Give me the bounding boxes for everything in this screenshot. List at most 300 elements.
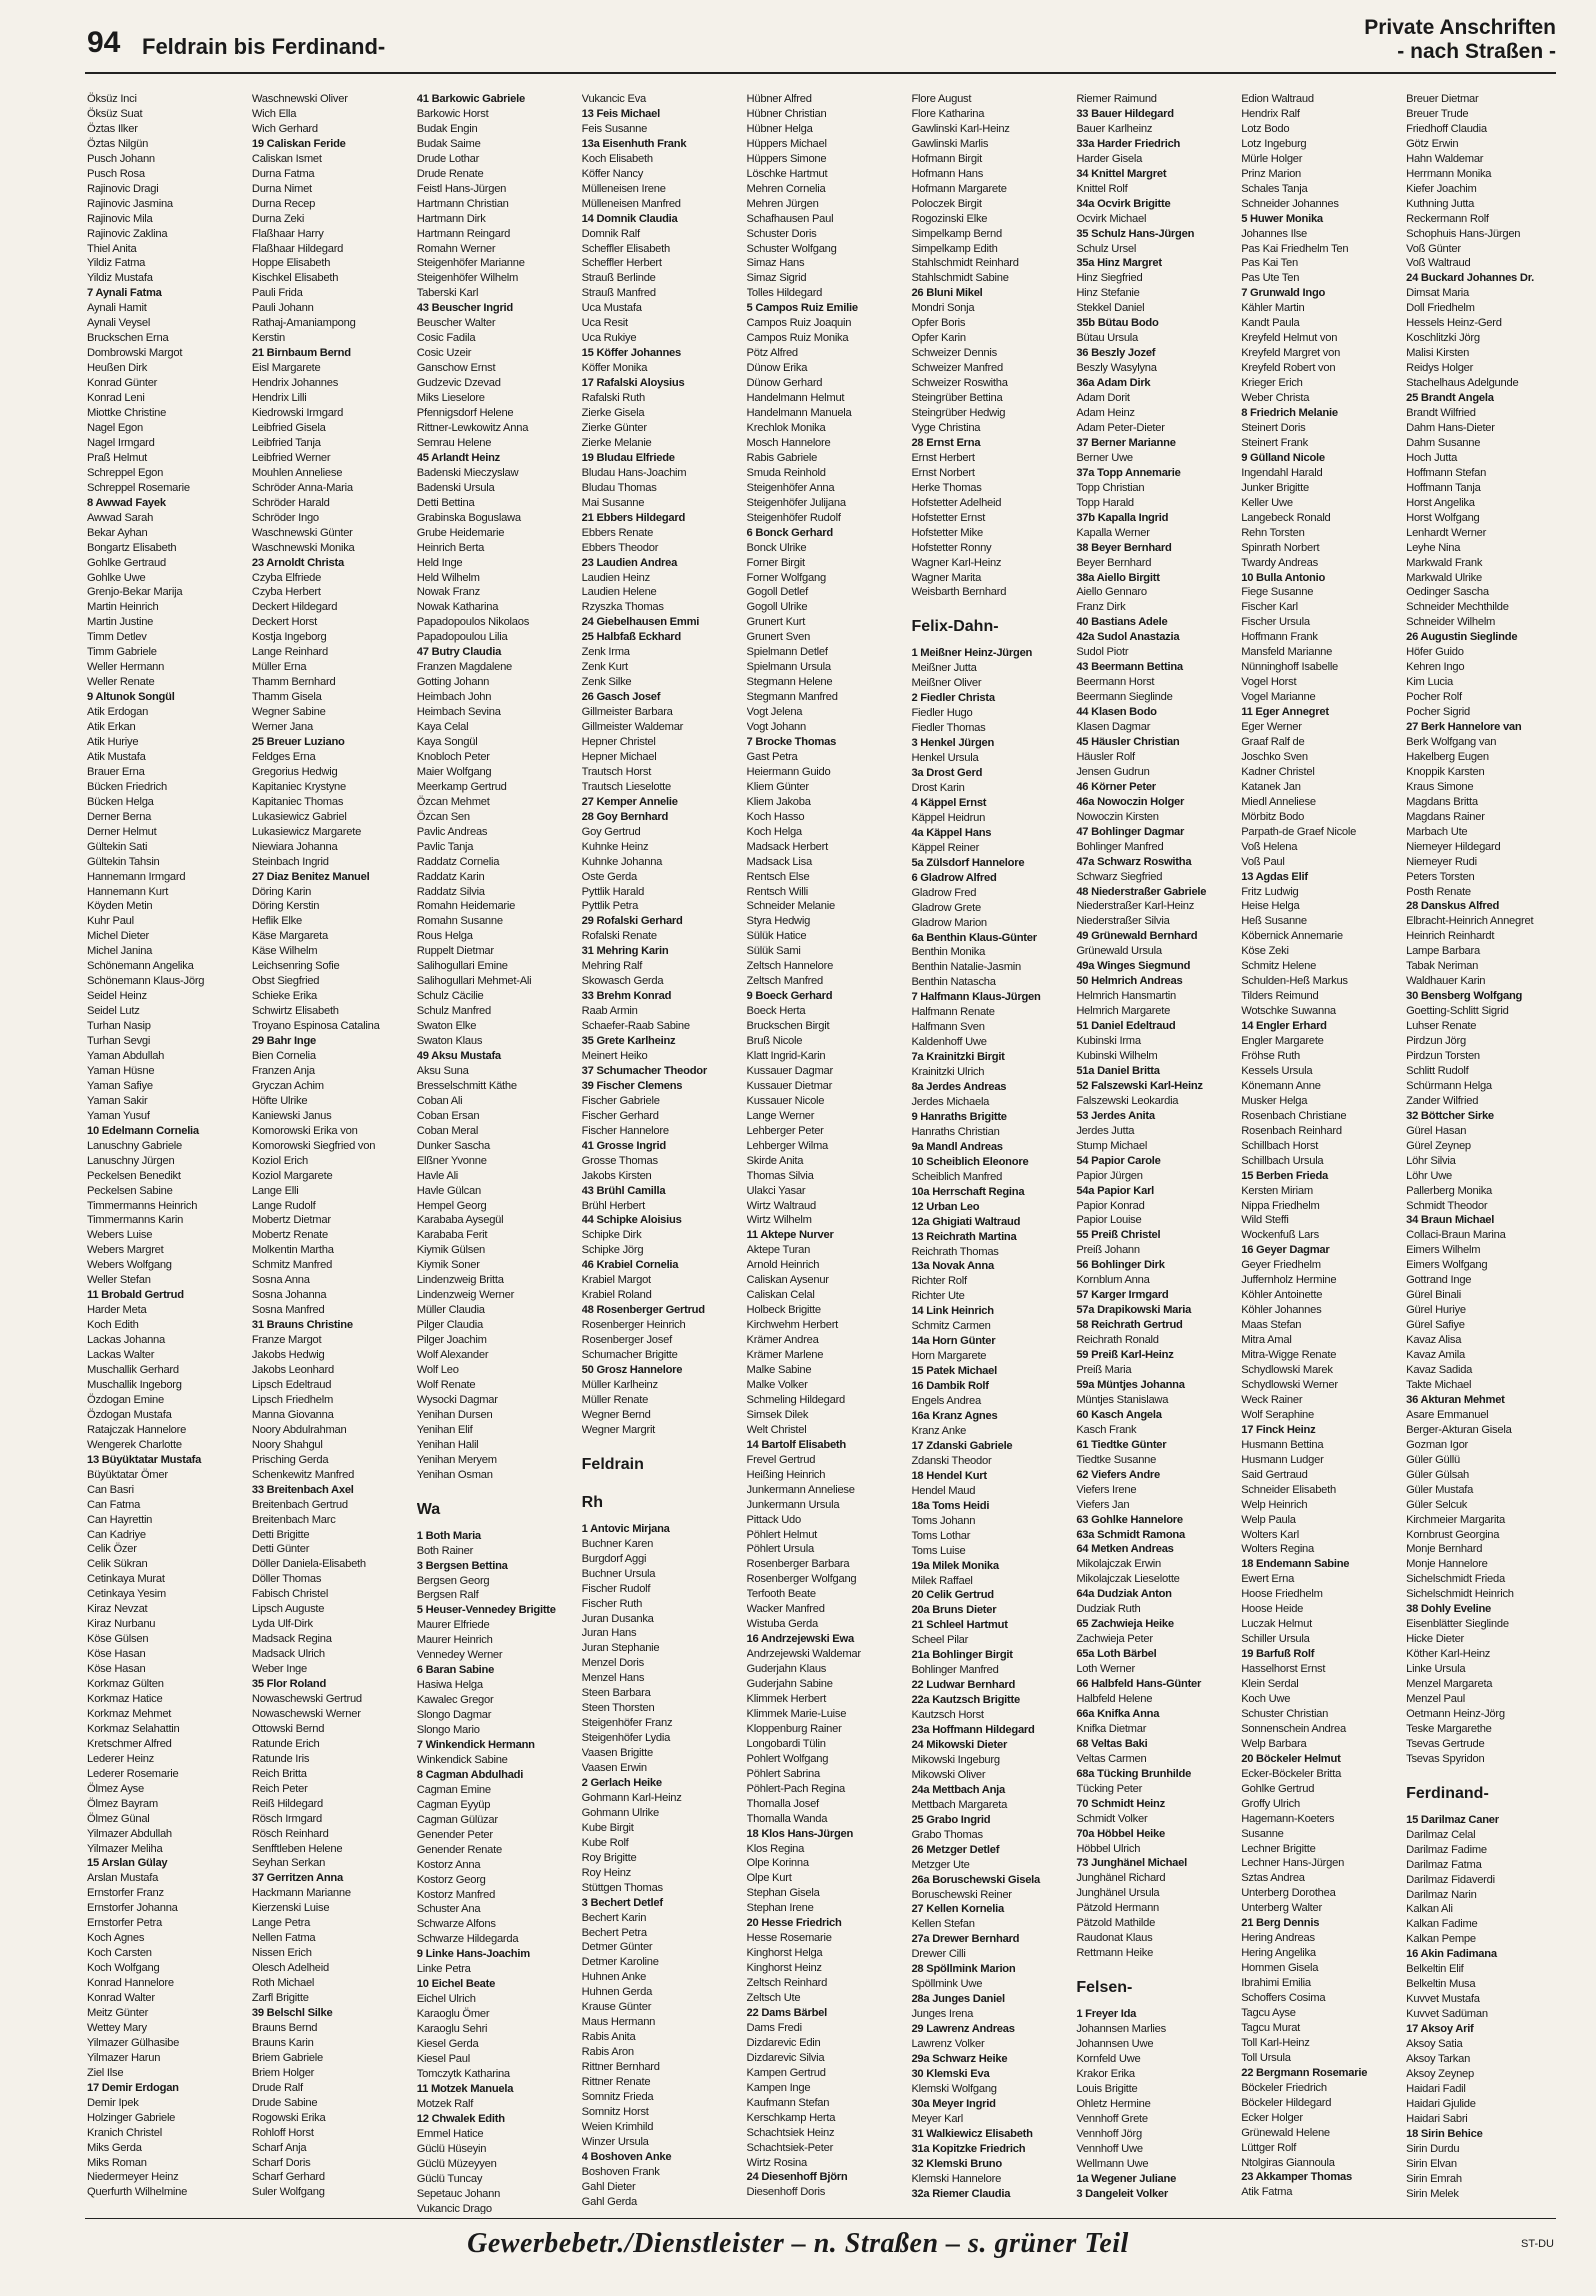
directory-entry: Schreppel Egon bbox=[87, 466, 164, 479]
directory-entry: Genender Renate bbox=[416, 1843, 502, 1856]
directory-entry: 13 Agdas Elif bbox=[1241, 870, 1308, 883]
directory-entry: Domnik Ralf bbox=[581, 227, 640, 240]
directory-entry: Pas Ute Ten bbox=[1241, 272, 1300, 285]
directory-entry: Schweizer Manfred bbox=[911, 362, 1003, 375]
directory-entry: Sichelschmidt Frieda bbox=[1406, 1573, 1505, 1586]
directory-entry: Husmann Bettina bbox=[1241, 1438, 1324, 1451]
directory-entry: 38 Beyer Bernhard bbox=[1076, 541, 1172, 554]
directory-entry: Koch Hasso bbox=[746, 810, 805, 823]
directory-entry: Drude Sabine bbox=[251, 2096, 318, 2109]
directory-entry: Reiß Hildegard bbox=[251, 1797, 323, 1810]
directory-entry: Öztas Ilker bbox=[87, 122, 138, 135]
directory-entry: Richter Rolf bbox=[911, 1275, 967, 1288]
directory-entry: Gültekin Sati bbox=[87, 840, 148, 853]
directory-entry: Gürel Hasan bbox=[1406, 1124, 1467, 1137]
directory-entry: Herke Thomas bbox=[911, 481, 982, 494]
directory-entry: Mehren Cornelia bbox=[746, 182, 826, 195]
directory-entry: Topp Harald bbox=[1076, 496, 1134, 509]
directory-entry: Steigenhöfer Julijana bbox=[746, 496, 846, 509]
directory-entry: Maier Wolfgang bbox=[416, 765, 492, 778]
directory-entry: Schipke Jörg bbox=[581, 1244, 644, 1257]
directory-entry: Fischer Ruth bbox=[581, 1597, 643, 1610]
directory-entry: Steigenhöfer Lydia bbox=[581, 1732, 671, 1745]
directory-entry: Halfmann Sven bbox=[911, 1021, 985, 1034]
directory-entry: Pilger Claudia bbox=[416, 1319, 483, 1332]
directory-entry: Hofmann Margarete bbox=[911, 182, 1007, 195]
directory-column bbox=[582, 92, 733, 2214]
directory-entry: 2 Fiedler Christa bbox=[911, 692, 995, 705]
directory-entry: Schillbach Ursula bbox=[1241, 1154, 1324, 1167]
directory-entry: Grunert Kurt bbox=[746, 616, 806, 629]
directory-entry: Vogt Jelena bbox=[746, 706, 803, 719]
directory-entry: Malke Volker bbox=[746, 1378, 808, 1391]
directory-entry: 12 Chwalek Edith bbox=[416, 2112, 505, 2125]
directory-entry: Böckeler Hildegard bbox=[1241, 2096, 1332, 2109]
directory-entry: Ernstorfer Franz bbox=[87, 1887, 164, 1900]
directory-entry: 62 Viefers Andre bbox=[1076, 1468, 1161, 1481]
directory-entry: 10 Eichel Beate bbox=[416, 1978, 496, 1991]
directory-entry: Darilmaz Fatma bbox=[1406, 1858, 1482, 1871]
directory-entry: Malke Sabine bbox=[746, 1364, 812, 1377]
directory-entry: Mitra-Wigge Renate bbox=[1241, 1349, 1337, 1362]
directory-entry: Buchner Ursula bbox=[581, 1567, 656, 1580]
directory-entry: Adam Peter-Dieter bbox=[1076, 421, 1165, 434]
directory-entry: Michel Dieter bbox=[87, 930, 150, 943]
directory-entry: 53 Jerdes Anita bbox=[1076, 1109, 1155, 1122]
directory-entry: Mosch Hannelore bbox=[746, 436, 831, 449]
directory-entry: Sirin Melek bbox=[1406, 2187, 1459, 2200]
directory-entry: Miks Lieselore bbox=[416, 392, 485, 405]
directory-entry: Joschko Sven bbox=[1241, 750, 1308, 763]
directory-entry: Doll Friedhelm bbox=[1406, 302, 1475, 315]
directory-entry: Briem Holger bbox=[251, 2066, 315, 2079]
directory-entry: Brauer Erna bbox=[87, 765, 145, 778]
directory-entry: Komorowski Erika von bbox=[251, 1124, 358, 1137]
directory-entry: Somnitz Frieda bbox=[581, 2091, 654, 2103]
directory-entry: 26 Metzger Detlef bbox=[911, 1843, 1000, 1856]
directory-entry: Koziol Margarete bbox=[251, 1169, 333, 1182]
directory-entry: Lotz Bodo bbox=[1241, 122, 1290, 135]
directory-entry: Meinert Heiko bbox=[581, 1050, 648, 1062]
directory-entry: 3 Bechert Detlef bbox=[581, 1896, 663, 1909]
directory-entry: Riemer Raimund bbox=[1076, 93, 1157, 105]
directory-entry: Kersten Miriam bbox=[1241, 1184, 1313, 1197]
directory-entry: 41 Grosse Ingrid bbox=[581, 1139, 666, 1152]
directory-entry: Kessels Ursula bbox=[1241, 1064, 1313, 1077]
directory-entry: Noory Shahgul bbox=[251, 1438, 323, 1451]
directory-entry: Takte Michael bbox=[1406, 1378, 1472, 1391]
directory-column bbox=[417, 92, 568, 2214]
directory-entry: 30 Klemski Eva bbox=[911, 2067, 990, 2080]
directory-entry: Pas Kai Ten bbox=[1241, 257, 1298, 270]
directory-column bbox=[1406, 92, 1557, 2214]
footer-rule bbox=[85, 2218, 1556, 2219]
directory-entry: Krieger Erich bbox=[1241, 377, 1303, 390]
directory-entry: Zachwieja Peter bbox=[1076, 1633, 1153, 1646]
directory-entry: Sirin Elvan bbox=[1406, 2157, 1457, 2170]
directory-entry: 68 Veltas Baki bbox=[1076, 1737, 1148, 1750]
directory-entry: Mülleneisen Irene bbox=[581, 182, 666, 195]
directory-entry: Tomczytk Katharina bbox=[416, 2067, 510, 2080]
directory-entry: Badenski Ursula bbox=[416, 481, 495, 494]
directory-entry: Gohlke Gertrud bbox=[1241, 1782, 1315, 1795]
directory-entry: Steigenhöfer Wilhelm bbox=[416, 272, 519, 285]
directory-entry: Gültekin Tahsin bbox=[87, 855, 160, 868]
directory-entry: Köse Hasan bbox=[87, 1648, 146, 1661]
directory-entry: Belkeltin Elif bbox=[1406, 1963, 1464, 1976]
directory-entry: Noory Abdulrahman bbox=[251, 1423, 347, 1436]
directory-entry: 47a Schwarz Roswitha bbox=[1076, 855, 1192, 868]
directory-entry: Toms Lothar bbox=[911, 1529, 971, 1542]
directory-entry: Kaufmann Stefan bbox=[746, 2096, 830, 2109]
directory-entry: Both Rainer bbox=[416, 1544, 474, 1557]
directory-entry: Coban Ersan bbox=[416, 1109, 480, 1122]
directory-entry: Budak Engin bbox=[416, 122, 478, 135]
directory-entry: Kostorz Georg bbox=[416, 1873, 486, 1886]
directory-entry: Can Kadriye bbox=[87, 1528, 146, 1541]
directory-entry: Tilders Reimund bbox=[1241, 990, 1319, 1003]
directory-entry: 10 Scheiblich Eleonore bbox=[911, 1155, 1029, 1168]
directory-entry: Skirde Anita bbox=[746, 1154, 804, 1167]
directory-entry: 3 Dangeleit Volker bbox=[1076, 2187, 1168, 2200]
directory-entry: Ebbers Theodor bbox=[581, 541, 659, 554]
directory-entry: Peckelsen Sabine bbox=[87, 1184, 173, 1197]
directory-entry: Harder Meta bbox=[87, 1304, 147, 1317]
directory-entry: Troyano Espinosa Catalina bbox=[251, 1020, 380, 1033]
directory-entry: Knobloch Peter bbox=[416, 750, 490, 763]
directory-entry: Knoppik Karsten bbox=[1406, 765, 1485, 778]
directory-entry: Nellen Fatma bbox=[251, 1932, 316, 1945]
directory-entry: 39 Fischer Clemens bbox=[581, 1079, 683, 1092]
directory-entry: Welt Christel bbox=[746, 1423, 807, 1436]
directory-entry: Unterberg Dorothea bbox=[1241, 1887, 1336, 1900]
directory-entry: 7 Brocke Thomas bbox=[746, 735, 837, 748]
directory-entry: Käppel Reiner bbox=[911, 841, 980, 854]
directory-entry: Taberski Karl bbox=[416, 287, 479, 300]
directory-entry: Gottrand Inge bbox=[1406, 1274, 1472, 1287]
directory-entry: Trautsch Lieselotte bbox=[581, 780, 672, 793]
directory-entry: Aynali Hamit bbox=[87, 302, 147, 315]
directory-entry: Rohloff Horst bbox=[251, 2126, 314, 2139]
directory-entry: 18 Sirin Behice bbox=[1406, 2127, 1483, 2140]
directory-entry: 32 Böttcher Sirke bbox=[1406, 1109, 1494, 1122]
directory-entry: Kornbrust Georgina bbox=[1406, 1528, 1500, 1541]
directory-entry: Markwald Ulrike bbox=[1406, 571, 1482, 584]
directory-entry: Poloczek Birgit bbox=[911, 197, 982, 210]
directory-entry: Jakobs Kirsten bbox=[581, 1169, 652, 1182]
directory-entry: Schmitz Helene bbox=[1241, 960, 1317, 973]
directory-entry: Pocher Rolf bbox=[1406, 691, 1462, 704]
directory-entry: 26 Bluni Mikel bbox=[911, 287, 983, 300]
directory-entry: 28 Spöllmink Marion bbox=[911, 1963, 1016, 1976]
directory-entry: Toms Luise bbox=[911, 1544, 966, 1557]
directory-entry: Lackas Walter bbox=[87, 1349, 155, 1362]
directory-entry: Fischer Ursula bbox=[1241, 616, 1310, 629]
directory-entry: Berger-Akturan Gisela bbox=[1406, 1423, 1512, 1436]
directory-entry: Oste Gerda bbox=[581, 870, 637, 883]
directory-entry: 19 Caliskan Feride bbox=[251, 137, 346, 150]
directory-entry: Mehring Ralf bbox=[581, 960, 643, 973]
directory-entry: Bohlinger Manfred bbox=[911, 1664, 999, 1677]
directory-entry: Schieke Erika bbox=[251, 990, 318, 1003]
directory-entry: Stephan Gisela bbox=[746, 1887, 820, 1900]
directory-entry: Hendrix Johannes bbox=[251, 377, 339, 390]
directory-entry: Schulz Cäcilie bbox=[416, 990, 484, 1003]
directory-entry: Pätzold Hermann bbox=[1076, 1902, 1160, 1915]
directory-entry: Seidel Heinz bbox=[87, 990, 147, 1003]
directory-entry: Özcan Mehmet bbox=[416, 795, 490, 808]
directory-entry: Hannemann Irmgard bbox=[87, 870, 186, 883]
directory-entry: Klein Serdal bbox=[1241, 1678, 1299, 1691]
directory-entry: Lawrenz Volker bbox=[911, 2038, 985, 2051]
directory-entry: Grünewald Helene bbox=[1241, 2126, 1330, 2139]
directory-entry: Kostorz Manfred bbox=[416, 1888, 496, 1901]
directory-entry: Nünninghoff Isabelle bbox=[1241, 661, 1339, 674]
directory-entry: Ernstorfer Johanna bbox=[87, 1902, 178, 1915]
directory-entry: Flaßhaar Harry bbox=[251, 227, 324, 240]
directory-entry: 1 Freyer Ida bbox=[1076, 2008, 1137, 2021]
directory-entry: Huhnen Gerda bbox=[581, 1986, 653, 1999]
directory-entry: Zenk Irma bbox=[581, 646, 630, 659]
directory-entry: Schweizer Roswitha bbox=[911, 377, 1008, 390]
directory-entry: 45 Häusler Christian bbox=[1076, 735, 1180, 748]
directory-entry: Hübner Christian bbox=[746, 107, 827, 120]
directory-entry: Reich Peter bbox=[251, 1782, 308, 1795]
directory-entry: 43 Brühl Camilla bbox=[581, 1184, 666, 1197]
directory-entry: Heflik Elke bbox=[251, 915, 302, 928]
header-title: Feldrain bis Ferdinand- bbox=[142, 34, 386, 59]
directory-entry: Timmermanns Karin bbox=[87, 1214, 184, 1227]
directory-entry: 25 Halbfaß Eckhard bbox=[581, 631, 681, 644]
directory-entry: Schuster Ana bbox=[416, 1903, 481, 1916]
directory-entry: 33 Breitenbach Axel bbox=[251, 1483, 354, 1496]
directory-entry: Johannes Ilse bbox=[1241, 227, 1308, 240]
directory-entry: 43 Beermann Bettina bbox=[1076, 661, 1183, 674]
directory-entry: Menzel Doris bbox=[581, 1657, 644, 1670]
directory-entry: 41 Barkowic Gabriele bbox=[416, 93, 525, 105]
directory-entry: Tsevas Spyridon bbox=[1406, 1752, 1485, 1765]
directory-entry: 29 Rofalski Gerhard bbox=[581, 915, 683, 928]
directory-entry: Feis Susanne bbox=[581, 122, 648, 135]
directory-entry: 5 Huwer Monika bbox=[1241, 212, 1323, 225]
directory-entry: Gürel Zeynep bbox=[1406, 1139, 1471, 1152]
directory-entry: Schürmann Helga bbox=[1406, 1079, 1492, 1092]
directory-entry: Rosenberger Wolfgang bbox=[746, 1573, 857, 1586]
directory-entry: 7a Krainitzki Birgit bbox=[911, 1051, 1005, 1064]
directory-entry: Weisbarth Bernhard bbox=[911, 586, 1007, 599]
directory-entry: Bruckschen Birgit bbox=[746, 1020, 830, 1033]
directory-entry: Sosna Johanna bbox=[251, 1289, 327, 1302]
directory-entry: Franzen Magdalene bbox=[416, 661, 513, 674]
directory-entry: Kirchwehm Herbert bbox=[746, 1319, 839, 1332]
directory-entry: Gahl Dieter bbox=[581, 2180, 636, 2193]
directory-entry: Dahm Susanne bbox=[1406, 436, 1481, 449]
directory-entry: 35 Grete Karlheinz bbox=[581, 1035, 676, 1048]
directory-entry: Bauer Karlheinz bbox=[1076, 122, 1153, 135]
directory-entry: Jakobs Leonhard bbox=[251, 1364, 334, 1377]
directory-entry: Rösch Reinhard bbox=[251, 1827, 329, 1840]
directory-entry: Fischer Rudolf bbox=[581, 1582, 651, 1595]
directory-entry: Niederstraßer Karl-Heinz bbox=[1076, 900, 1195, 913]
directory-entry: Gotting Johann bbox=[416, 676, 490, 689]
directory-entry: Spielmann Ursula bbox=[746, 661, 831, 674]
directory-entry: Niemeyer Rudi bbox=[1406, 855, 1477, 868]
directory-entry: 16 Akin Fadimana bbox=[1406, 1948, 1497, 1961]
directory-entry: 8 Cagman Abdulhadi bbox=[416, 1768, 524, 1781]
directory-entry: Krämer Andrea bbox=[746, 1334, 819, 1347]
directory-entry: Schneider Melanie bbox=[746, 900, 835, 913]
directory-entry: Langebeck Ronald bbox=[1241, 511, 1331, 524]
directory-entry: Schydlowski Werner bbox=[1241, 1378, 1338, 1391]
directory-entry: 49 Grünewald Bernhard bbox=[1076, 930, 1198, 943]
directory-entry: Kavaz Amila bbox=[1406, 1349, 1465, 1362]
directory-entry: Korkmaz Hatice bbox=[87, 1692, 163, 1705]
directory-entry: Böckeler Friedrich bbox=[1241, 2081, 1327, 2094]
directory-entry: Voß Günter bbox=[1406, 242, 1461, 255]
directory-entry: Köse Hasan bbox=[87, 1663, 146, 1676]
directory-entry: Cetinkaya Yesim bbox=[87, 1588, 166, 1601]
directory-entry: Bekar Ayhan bbox=[87, 526, 148, 539]
directory-entry: 15 Berben Frieda bbox=[1241, 1169, 1328, 1182]
directory-entry: Thomalla Wanda bbox=[746, 1812, 828, 1825]
directory-entry: Luhser Renate bbox=[1406, 1020, 1477, 1033]
directory-entry: Stephan Irene bbox=[746, 1902, 814, 1915]
directory-entry: Franzen Anja bbox=[251, 1064, 315, 1077]
directory-entry: Rittner-Lewkowitz Anna bbox=[416, 421, 529, 434]
directory-entry: Hoffmann Tanja bbox=[1406, 481, 1481, 494]
directory-entry: 33 Bauer Hildegard bbox=[1076, 107, 1174, 120]
directory-entry: 35 Schulz Hans-Jürgen bbox=[1076, 227, 1195, 240]
directory-entry: Cagman Eyyüp bbox=[416, 1798, 491, 1811]
directory-entry: 13 Reichrath Martina bbox=[911, 1230, 1017, 1243]
directory-entry: Waschnewski Günter bbox=[251, 526, 353, 539]
directory-entry: Ntolgiras Giannoula bbox=[1241, 2156, 1335, 2169]
directory-entry: 46 Körner Peter bbox=[1076, 780, 1156, 793]
directory-entry: 31 Mehring Karin bbox=[581, 945, 669, 958]
directory-entry: 27 Berk Hannelore van bbox=[1406, 721, 1522, 734]
directory-entry: Caliskan Aysenur bbox=[746, 1274, 829, 1287]
directory-entry: Kampen Inge bbox=[746, 2081, 811, 2094]
directory-entry: 49a Winges Siegmund bbox=[1076, 960, 1191, 973]
directory-entry: Berk Wolfgang van bbox=[1406, 735, 1497, 748]
directory-entry: Rosenberger Barbara bbox=[746, 1558, 850, 1571]
directory-entry: 37 Gerritzen Anna bbox=[251, 1872, 343, 1885]
street-heading: Rh bbox=[581, 1493, 603, 1511]
directory-entry: Martin Heinrich bbox=[87, 601, 159, 614]
directory-entry: Hofstetter Ernst bbox=[911, 511, 986, 524]
directory-entry: Scheffler Herbert bbox=[581, 257, 662, 270]
directory-entry: Breuer Dietmar bbox=[1406, 93, 1479, 105]
directory-entry: 17 Demir Erdogan bbox=[87, 2081, 179, 2094]
directory-entry: Horst Wolfgang bbox=[1406, 511, 1480, 524]
directory-entry: 16a Kranz Agnes bbox=[911, 1410, 998, 1423]
directory-entry: Uca Mustafa bbox=[581, 302, 642, 315]
directory-entry: Nowak Franz bbox=[416, 586, 480, 599]
directory-entry: Maurer Elfriede bbox=[416, 1619, 490, 1632]
directory-entry: Steinert Frank bbox=[1241, 436, 1308, 449]
directory-entry: Gogoll Ulrike bbox=[746, 601, 808, 614]
directory-entry: Dizdarevic Silvia bbox=[746, 2051, 825, 2064]
directory-entry: 17 Aksoy Arif bbox=[1406, 2023, 1474, 2036]
directory-entry: Ernst Norbert bbox=[911, 466, 975, 479]
directory-entry: Schneider Mechthilde bbox=[1406, 601, 1509, 614]
directory-entry: 43 Beuscher Ingrid bbox=[416, 302, 513, 315]
directory-entry: Benthin Natascha bbox=[911, 976, 996, 989]
directory-entry: Herrmann Monika bbox=[1406, 167, 1492, 180]
directory-entry: Voß Paul bbox=[1241, 855, 1285, 868]
directory-entry: Madsack Lisa bbox=[746, 855, 812, 868]
directory-entry: Vennhoff Grete bbox=[1076, 2112, 1148, 2125]
directory-entry: Durna Zeki bbox=[251, 212, 305, 225]
directory-entry: Goy Gertrud bbox=[581, 825, 641, 838]
directory-entry: Ernst Herbert bbox=[911, 451, 975, 464]
directory-entry: Cosic Uzeir bbox=[416, 347, 472, 360]
directory-entry: Kavaz Sadida bbox=[1406, 1364, 1473, 1377]
directory-entry: Koch Uwe bbox=[1241, 1692, 1291, 1705]
directory-entry: Kapalla Werner bbox=[1076, 526, 1150, 539]
directory-entry: Roy Heinz bbox=[581, 1866, 632, 1879]
directory-entry: Zeltsch Manfred bbox=[746, 975, 824, 988]
directory-entry: Rabis Anita bbox=[581, 2031, 636, 2044]
directory-entry: Güler Selcuk bbox=[1406, 1498, 1468, 1511]
directory-entry: Horst Angelika bbox=[1406, 496, 1475, 509]
directory-entry: 14 Domnik Claudia bbox=[581, 212, 678, 225]
directory-entry: Zarfl Brigitte bbox=[251, 1992, 309, 2005]
directory-entry: Güclü Hüseyin bbox=[416, 2142, 487, 2155]
directory-entry: Drost Karin bbox=[911, 781, 965, 794]
directory-entry: Pirdzun Torsten bbox=[1406, 1050, 1480, 1062]
directory-entry: 12a Ghigiati Waltraud bbox=[911, 1215, 1021, 1228]
directory-entry: Gast Petra bbox=[746, 750, 798, 763]
directory-entry: Simaz Sigrid bbox=[746, 272, 807, 285]
directory-entry: Demir Ipek bbox=[87, 2096, 139, 2109]
directory-entry: Haidari Gjulide bbox=[1406, 2097, 1476, 2110]
directory-entry: Hendrix Ralf bbox=[1241, 107, 1300, 120]
directory-entry: 9 Boeck Gerhard bbox=[746, 990, 833, 1003]
directory-entry: Wolf Alexander bbox=[416, 1349, 489, 1362]
directory-entry: Nowaschewski Gertrud bbox=[251, 1692, 362, 1705]
directory-entry: Müller Erna bbox=[251, 661, 307, 674]
directory-entry: 37a Topp Annemarie bbox=[1076, 466, 1181, 479]
directory-entry: 30a Meyer Ingrid bbox=[911, 2097, 996, 2110]
directory-entry: Steinbach Ingrid bbox=[251, 855, 329, 868]
directory-entry: Cosic Fadila bbox=[416, 332, 476, 345]
directory-entry: Kaya Songül bbox=[416, 735, 478, 748]
directory-entry: Held Inge bbox=[416, 556, 463, 569]
directory-entry: Fischer Gabriele bbox=[581, 1094, 660, 1107]
directory-entry: Miottke Christine bbox=[87, 407, 167, 420]
directory-entry: Cagman Gülüzar bbox=[416, 1813, 498, 1826]
directory-entry: Bruckschen Erna bbox=[87, 332, 169, 345]
directory-entry: Wild Steffi bbox=[1241, 1214, 1289, 1227]
directory-entry: Meißner Jutta bbox=[911, 662, 977, 675]
directory-entry: 36a Adam Dirk bbox=[1076, 377, 1151, 390]
directory-entry: 70a Höbbel Heike bbox=[1076, 1827, 1165, 1840]
directory-entry: 1 Meißner Heinz-Jürgen bbox=[911, 647, 1033, 660]
directory-entry: Menzel Paul bbox=[1406, 1692, 1465, 1705]
footer-code: ST-DU bbox=[1521, 2238, 1554, 2250]
directory-entry: Kussauer Dagmar bbox=[746, 1064, 833, 1077]
directory-entry: Köse Gülsen bbox=[87, 1633, 149, 1646]
directory-entry: Deckert Horst bbox=[251, 616, 318, 629]
directory-entry: 28a Junges Daniel bbox=[911, 1993, 1005, 2006]
directory-entry: Franze Margot bbox=[251, 1334, 322, 1347]
directory-entry: Wolters Regina bbox=[1241, 1543, 1314, 1556]
directory-entry: Ecker Holger bbox=[1241, 2111, 1303, 2124]
directory-entry: Lampe Barbara bbox=[1406, 945, 1480, 958]
directory-entry: Aksoy Satia bbox=[1406, 2038, 1463, 2051]
directory-entry: Hommen Gisela bbox=[1241, 1962, 1319, 1975]
